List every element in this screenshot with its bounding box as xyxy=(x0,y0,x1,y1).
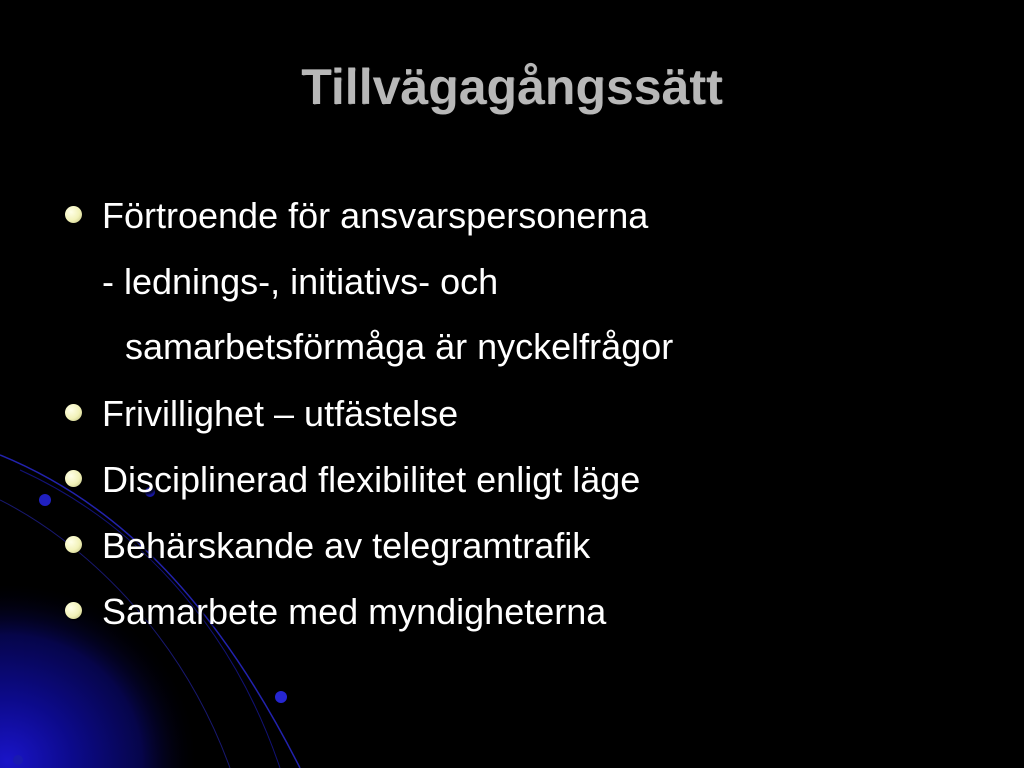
bullet-dot xyxy=(65,470,82,487)
bullet-item-authorities: Samarbete med myndigheterna xyxy=(102,591,607,632)
bullet-dot xyxy=(65,602,82,619)
bullet-item-trust: Förtroende för ansvarspersonerna xyxy=(102,195,649,236)
sub-line-key-questions: samarbetsförmåga är nyckelfrågor xyxy=(125,326,674,367)
bullet-dot xyxy=(65,536,82,553)
bullet-item-telegram: Behärskande av telegramtrafik xyxy=(102,525,591,566)
sub-line-abilities: - lednings-, initiativs- och xyxy=(102,261,499,302)
bullet-item-voluntary: Frivillighet – utfästelse xyxy=(102,393,459,434)
bullet-dot xyxy=(65,404,82,421)
bullet-item-flexibility: Disciplinerad flexibilitet enligt läge xyxy=(102,459,641,500)
slide-title: Tillvägagångssätt xyxy=(301,59,723,115)
bullet-dot xyxy=(65,206,82,223)
